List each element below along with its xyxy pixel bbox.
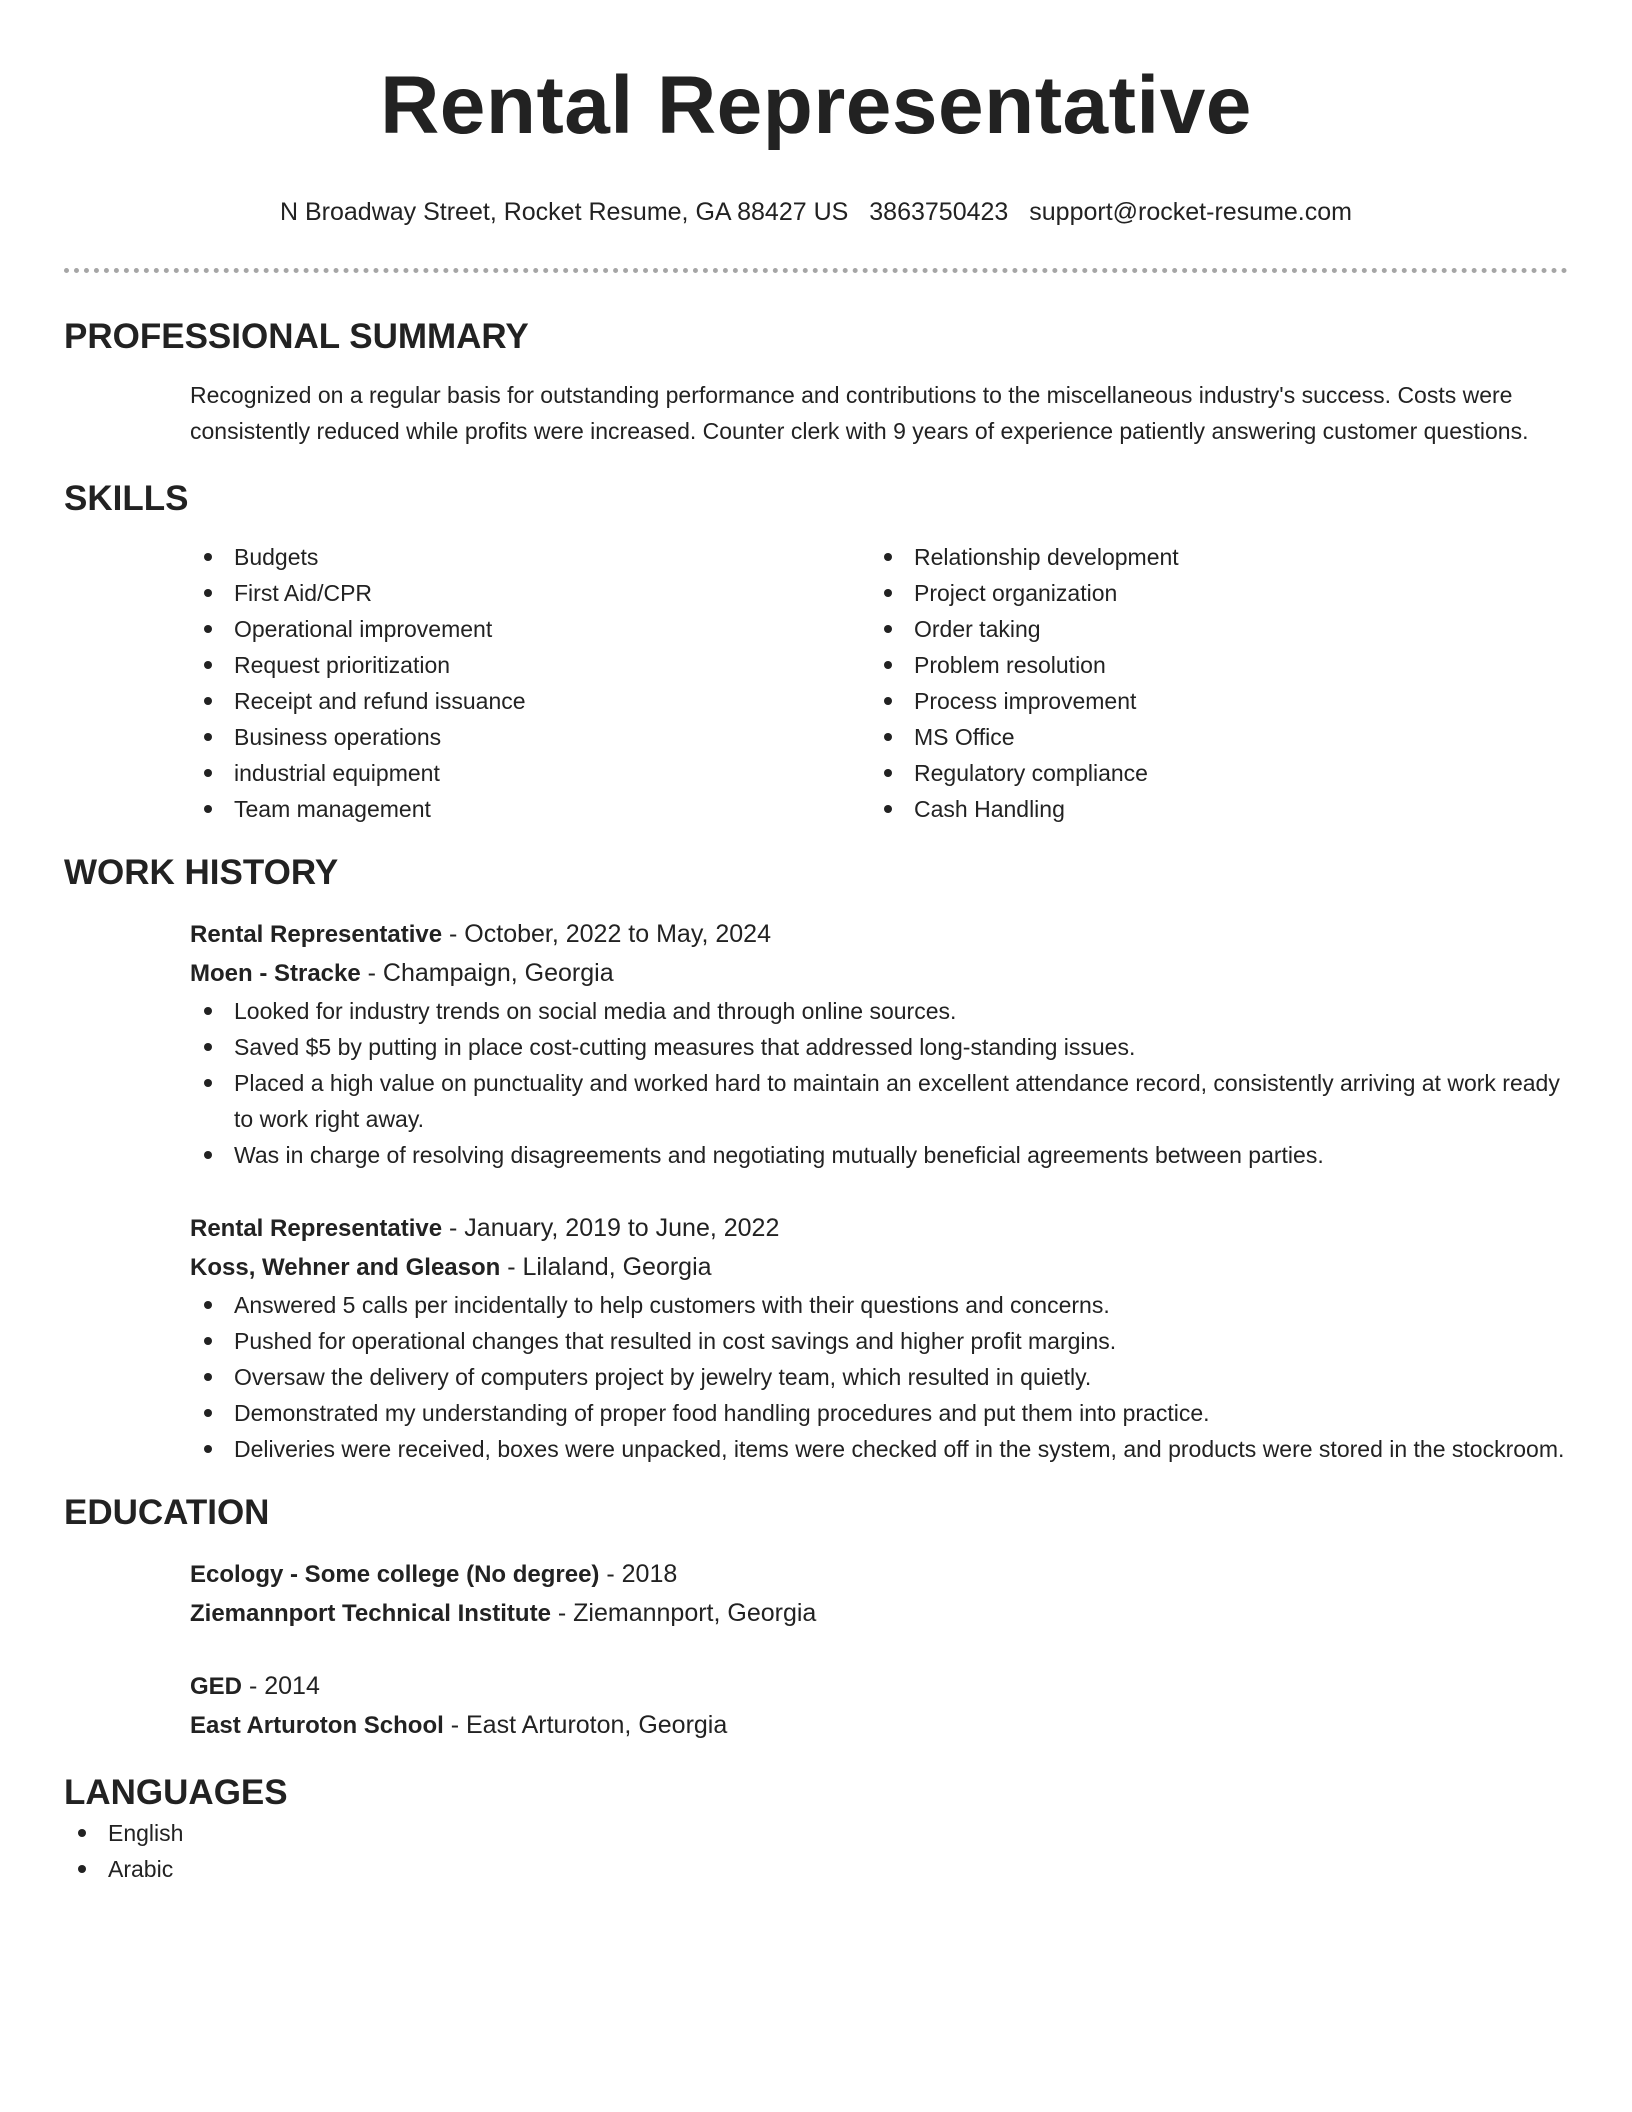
skill-item: industrial equipment [190,755,870,791]
education-school: East Arturoton School [190,1712,444,1739]
summary-text: Recognized on a regular basis for outstanding performance and contributions to the miscellaneous industry's success. Costs were consistently reduced while profits were increased. Counter clerk with 9 years of experience patiently answering customer questions. [190,382,1529,444]
contact-email: support@rocket-resume.com [1029,198,1352,226]
job-bullet: Placed a high value on punctuality and worked hard to maintain an excellent attendance record, consistently arriving at work ready to work right away. [190,1065,1568,1137]
job-entry [190,915,1568,993]
skill-item: First Aid/CPR [190,575,870,611]
section-title-languages: LANGUAGES [64,1773,288,1812]
education-entry [190,1555,1568,1633]
skill-item: Receipt and refund issuance [190,683,870,719]
job-bullet: Deliveries were received, boxes were unpacked, items were checked off in the system, and products were stored in the stockroom. [190,1431,1568,1467]
education-school-line [190,1706,1568,1745]
job-bullet: Answered 5 calls per incidentally to help customers with their questions and concerns. [190,1287,1568,1323]
job-dates: - October, 2022 to May, 2024 [442,920,771,948]
education-degree-line [190,1667,1568,1706]
education-location: - Ziemannport, Georgia [550,1599,817,1627]
education-year: - 2018 [599,1560,678,1588]
job-role: Rental Representative [190,1215,443,1242]
job-bullet: Was in charge of resolving disagreements and negotiating mutually beneficial agreements between parties. [190,1137,1568,1173]
job-title-line [190,915,1568,954]
education-year: - 2014 [242,1672,320,1700]
contact-line [64,196,1568,228]
skill-item: Budgets [190,539,870,575]
section-title-summary: PROFESSIONAL SUMMARY [64,317,529,356]
skill-item: Regulatory compliance [870,755,1550,791]
contact-address: N Broadway Street, Rocket Resume, GA 88427 US [280,198,849,226]
skills-column-right [870,539,1550,827]
skill-item: Business operations [190,719,870,755]
skills-list-left [190,539,870,827]
languages-list [64,1815,1568,1887]
summary-section [64,315,1568,449]
skill-item: Problem resolution [870,647,1550,683]
skill-item: Team management [190,791,870,827]
job-bullet-list [190,993,1568,1173]
skill-item: Cash Handling [870,791,1550,827]
skill-item: Relationship development [870,539,1550,575]
education-degree: Ecology - Some college (No degree) [190,1561,600,1588]
skills-section [64,477,1568,827]
job-company-line [190,1248,1568,1287]
job-company-line [190,954,1568,993]
section-title-skills: SKILLS [64,479,189,518]
skill-item: Order taking [870,611,1550,647]
language-item: English [64,1815,1568,1851]
skills-grid [190,539,1568,827]
job-location: - Champaign, Georgia [360,959,614,987]
job-bullet-list [190,1287,1568,1467]
job-bullet: Pushed for operational changes that resulted in cost savings and higher profit margins. [190,1323,1568,1359]
job-dates: - January, 2019 to June, 2022 [442,1214,780,1242]
language-item: Arabic [64,1851,1568,1887]
skill-item: Process improvement [870,683,1550,719]
education-section [64,1491,1568,1745]
job-bullet: Oversaw the delivery of computers project by jewelry team, which resulted in quietly. [190,1359,1568,1395]
section-title-work: WORK HISTORY [64,853,339,892]
contact-phone: 3863750423 [869,198,1009,226]
education-school: Ziemannport Technical Institute [190,1600,551,1627]
header-divider [64,268,1568,273]
job-company: Koss, Wehner and Gleason [190,1254,501,1281]
education-school-line [190,1594,1568,1633]
job-bullet: Demonstrated my understanding of proper food handling procedures and put them into practice. [190,1395,1568,1431]
education-degree: GED [190,1673,243,1700]
work-history-section [64,851,1568,1467]
skill-item: Request prioritization [190,647,870,683]
job-role: Rental Representative [190,921,443,948]
skill-item: Project organization [870,575,1550,611]
skills-list-right [870,539,1550,827]
job-company: Moen - Stracke [190,960,361,987]
job-bullet: Saved $5 by putting in place cost-cutting measures that addressed long-standing issues. [190,1029,1568,1065]
skill-item: Operational improvement [190,611,870,647]
job-location: - Lilaland, Georgia [500,1253,712,1281]
section-title-education: EDUCATION [64,1493,270,1532]
education-location: - East Arturoton, Georgia [443,1711,728,1739]
job-entry [190,1209,1568,1287]
skills-column-left [190,539,870,827]
job-bullet: Looked for industry trends on social media and through online sources. [190,993,1568,1029]
education-degree-line [190,1555,1568,1594]
skill-item: MS Office [870,719,1550,755]
resume-name: Rental Representative [380,60,1252,151]
job-title-line [190,1209,1568,1248]
education-entry [190,1667,1568,1745]
languages-section [64,1771,1568,1887]
